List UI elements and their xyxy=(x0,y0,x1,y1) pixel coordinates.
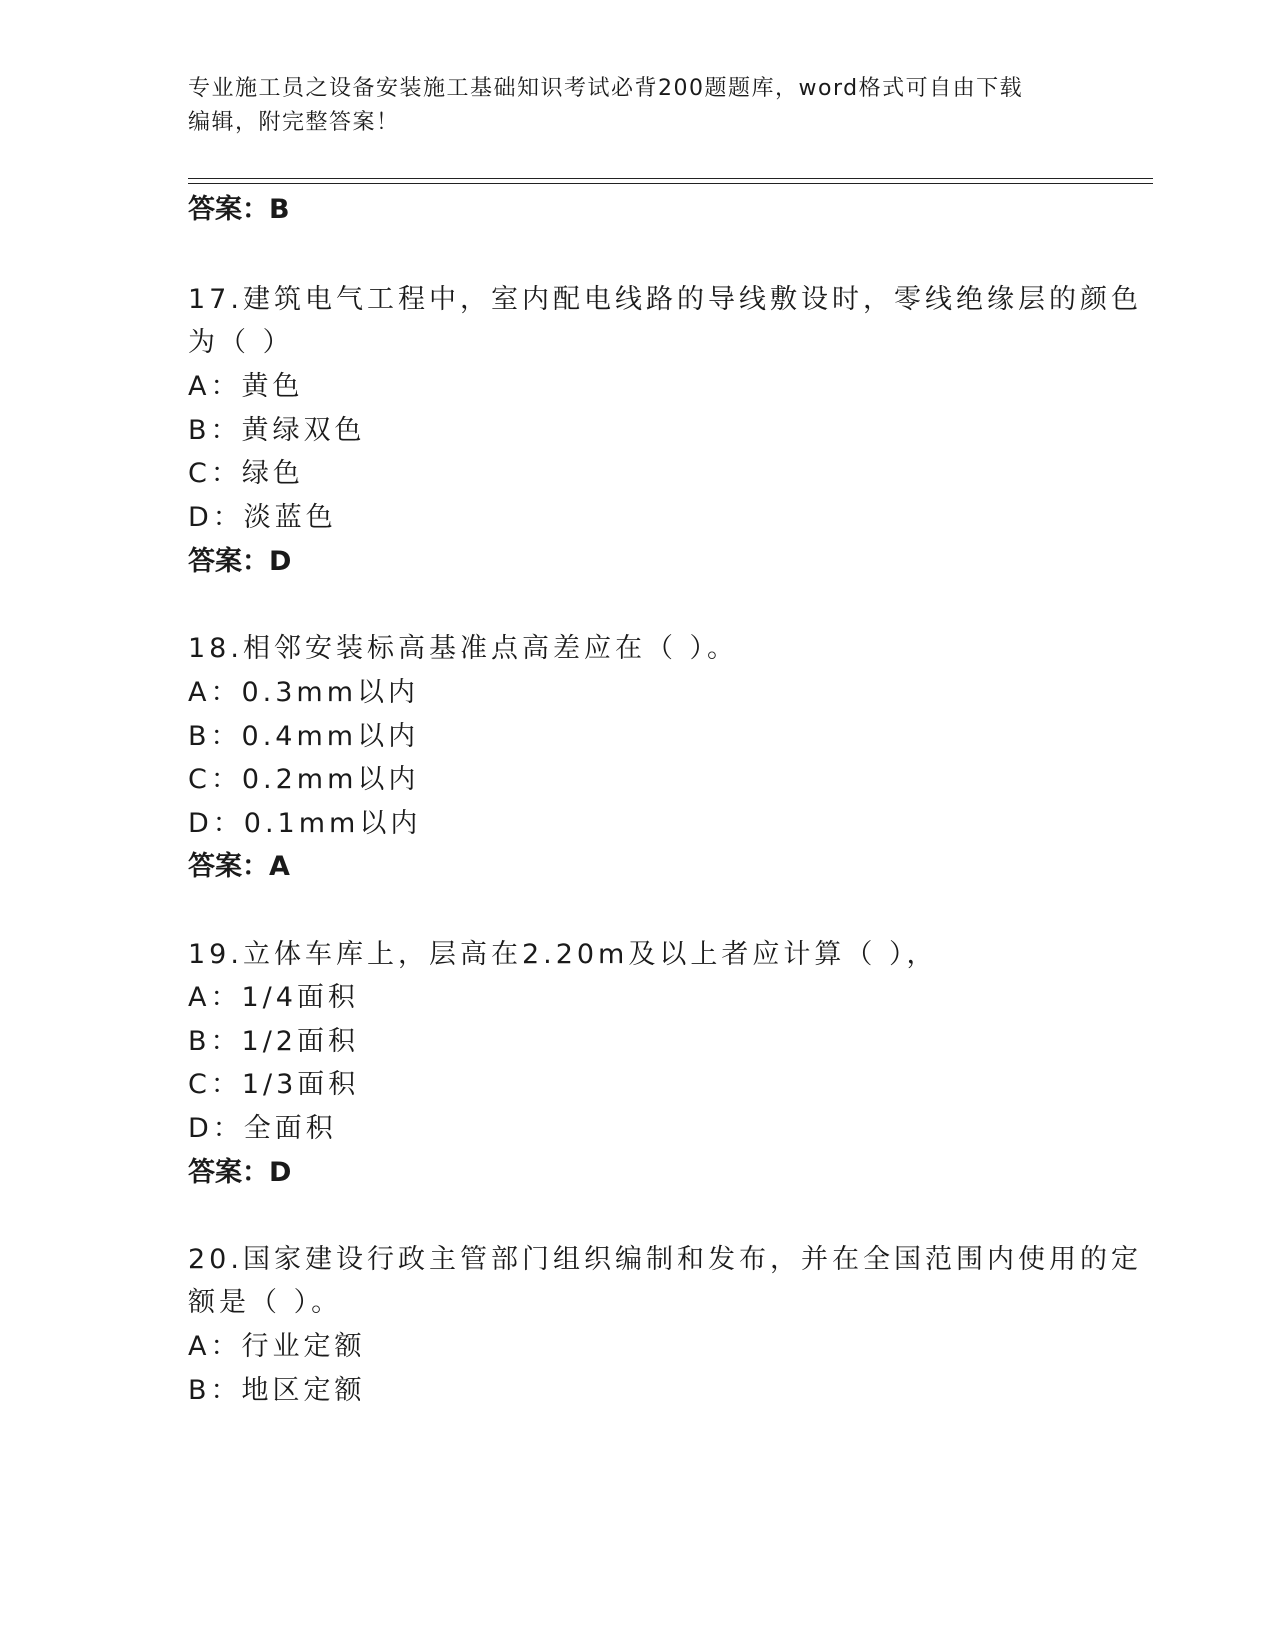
question-19-option-b: B：1/2面积 xyxy=(188,1026,359,1057)
header-line-1: 专业施工员之设备安装施工基础知识考试必背200题题库，word格式可自由下载 xyxy=(188,76,1024,101)
document-header xyxy=(188,72,1068,140)
header-line-2: 编辑，附完整答案！ xyxy=(188,110,400,135)
question-20-stem-line-2: 额是（ ）。 xyxy=(188,1287,343,1318)
question-18-option-d: D：0.1mm以内 xyxy=(188,808,422,839)
question-17-option-a: A：黄色 xyxy=(188,371,304,402)
question-19-option-c: C：1/3面积 xyxy=(188,1069,360,1100)
question-20-stem-line-1: 20.国家建设行政主管部门组织编制和发布，并在全国范围内使用的定 xyxy=(188,1244,1142,1275)
question-18-option-a: A：0.3mm以内 xyxy=(188,677,420,708)
question-19-option-d: D：全面积 xyxy=(188,1113,337,1144)
question-17-stem-line-1: 17.建筑电气工程中，室内配电线路的导线敷设时，零线绝缘层的颜色 xyxy=(188,284,1142,315)
question-20-option-b: B：地区定额 xyxy=(188,1375,366,1406)
question-17-option-b: B：黄绿双色 xyxy=(188,415,366,446)
question-18-option-c: C：0.2mm以内 xyxy=(188,764,420,795)
question-20-option-a: A：行业定额 xyxy=(188,1331,366,1362)
question-19-option-a: A：1/4面积 xyxy=(188,982,359,1013)
question-17-answer: 答案：D xyxy=(188,546,292,577)
question-17-stem-line-2: 为（ ） xyxy=(188,327,294,358)
previous-answer: 答案：B xyxy=(188,194,290,225)
question-18-answer: 答案：A xyxy=(188,851,290,882)
question-19-answer: 答案：D xyxy=(188,1157,292,1188)
question-18-option-b: B：0.4mm以内 xyxy=(188,721,420,752)
question-19-stem: 19.立体车库上，层高在2.20m及以上者应计算（ ）， xyxy=(188,939,938,970)
question-17-option-d: D：淡蓝色 xyxy=(188,502,337,533)
header-rule-top xyxy=(188,178,1153,179)
header-rule-bottom xyxy=(188,183,1153,184)
question-18-stem: 18.相邻安装标高基准点高差应在（ ）。 xyxy=(188,633,739,664)
question-17-option-c: C：绿色 xyxy=(188,458,304,489)
